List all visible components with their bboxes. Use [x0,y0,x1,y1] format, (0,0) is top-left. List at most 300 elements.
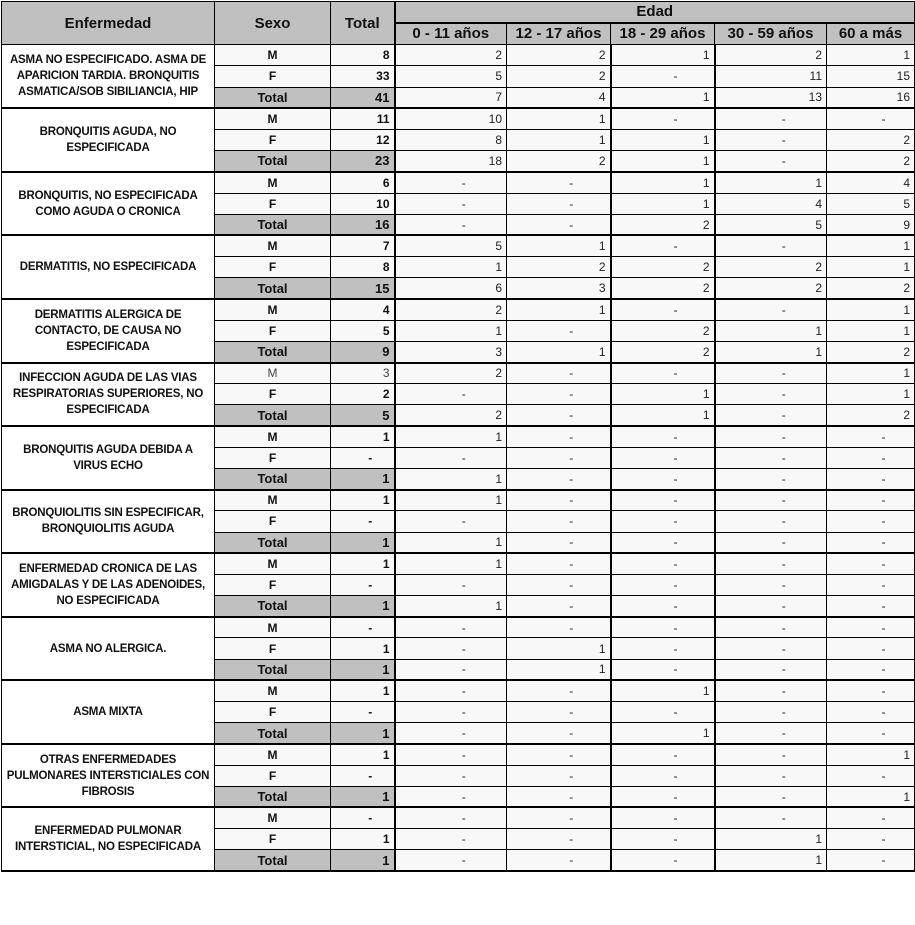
cell-age-60-plus: - [827,702,915,723]
disease-name: INFECCION AGUDA DE LAS VIAS RESPIRATORIAS SUPERIORES, NO ESPECIFICADA [2,363,215,427]
cell-age-0-11: 8 [395,129,507,150]
cell-age-30-59: - [715,235,827,256]
sex-total-label: Total [215,468,331,489]
sex-total-label: Total [215,532,331,553]
cell-age-30-59: - [715,405,827,426]
sex-label: M [215,363,331,384]
sex-label: F [215,129,331,150]
sex-label: M [215,617,331,638]
cell-age-60-plus: - [827,807,915,828]
cell-age-18-29: - [611,786,715,807]
cell-age-12-17: - [507,574,611,595]
sex-label: F [215,511,331,532]
cell-age-18-29: 1 [611,384,715,405]
cell-age-18-29: - [611,617,715,638]
row-total: 1 [331,829,395,850]
row-total: 1 [331,659,395,680]
disease-name: ENFERMEDAD PULMONAR INTERSTICIAL, NO ESPECIFICADA [2,807,215,871]
cell-age-60-plus: 9 [827,214,915,235]
cell-age-60-plus: - [827,468,915,489]
cell-age-30-59: - [715,786,827,807]
cell-age-18-29: - [611,574,715,595]
cell-age-30-59: 1 [715,172,827,193]
sex-label: M [215,108,331,129]
cell-age-12-17: 1 [507,299,611,320]
cell-age-18-29: 2 [611,278,715,299]
cell-age-0-11: 3 [395,341,507,362]
cell-age-0-11: 6 [395,278,507,299]
cell-age-18-29: 2 [611,214,715,235]
cell-age-30-59: - [715,299,827,320]
header-total: Total [331,2,395,45]
cell-age-60-plus: - [827,680,915,701]
row-total: 10 [331,193,395,214]
sex-label: F [215,574,331,595]
morbidity-table [1,1,915,872]
disease-name: BRONQUITIS AGUDA, NO ESPECIFICADA [2,108,215,172]
cell-age-18-29: 1 [611,45,715,66]
sex-total-label: Total [215,850,331,871]
cell-age-0-11: - [395,638,507,659]
disease-name: ASMA MIXTA [2,680,215,744]
table-row [2,807,915,828]
cell-age-18-29: 1 [611,172,715,193]
cell-age-60-plus: - [827,490,915,511]
sex-label: M [215,553,331,574]
cell-age-12-17: 2 [507,257,611,278]
cell-age-60-plus: - [827,723,915,744]
cell-age-0-11: 18 [395,151,507,172]
cell-age-60-plus: 2 [827,278,915,299]
cell-age-60-plus: 15 [827,66,915,87]
cell-age-18-29: 2 [611,341,715,362]
cell-age-12-17: - [507,193,611,214]
table-row [2,617,915,638]
cell-age-30-59: - [715,363,827,384]
cell-age-30-59: - [715,659,827,680]
cell-age-60-plus: - [827,617,915,638]
cell-age-18-29: - [611,66,715,87]
cell-age-0-11: - [395,659,507,680]
cell-age-60-plus: - [827,532,915,553]
sex-label: M [215,744,331,765]
row-total: 1 [331,468,395,489]
row-total: 1 [331,490,395,511]
cell-age-30-59: - [715,723,827,744]
cell-age-30-59: - [715,468,827,489]
cell-age-30-59: - [715,511,827,532]
cell-age-60-plus: 2 [827,151,915,172]
cell-age-60-plus: - [827,829,915,850]
row-total: 1 [331,786,395,807]
cell-age-30-59: - [715,596,827,617]
row-total: 1 [331,553,395,574]
cell-age-12-17: 2 [507,151,611,172]
table-row [2,172,915,193]
sex-total-label: Total [215,596,331,617]
cell-age-12-17: 1 [507,108,611,129]
cell-age-30-59: - [715,702,827,723]
cell-age-30-59: 5 [715,214,827,235]
table-row [2,490,915,511]
sex-total-label: Total [215,786,331,807]
cell-age-12-17: - [507,405,611,426]
cell-age-12-17: - [507,596,611,617]
row-total: 15 [331,278,395,299]
cell-age-18-29: - [611,108,715,129]
cell-age-12-17: - [507,807,611,828]
cell-age-30-59: - [715,108,827,129]
row-total: 4 [331,299,395,320]
row-total: 23 [331,151,395,172]
table-row [2,553,915,574]
cell-age-12-17: 1 [507,638,611,659]
row-total: 5 [331,405,395,426]
cell-age-18-29: - [611,765,715,786]
cell-age-12-17: - [507,511,611,532]
row-total: 6 [331,172,395,193]
header-disease: Enfermedad [2,2,215,45]
sex-label: F [215,320,331,341]
disease-name: ASMA NO ALERGICA. [2,617,215,681]
cell-age-0-11: - [395,617,507,638]
cell-age-18-29: 2 [611,257,715,278]
cell-age-12-17: - [507,829,611,850]
sex-total-label: Total [215,278,331,299]
header-age-12-17: 12 - 17 años [507,23,611,45]
sex-label: M [215,680,331,701]
cell-age-0-11: 2 [395,363,507,384]
row-total: 2 [331,384,395,405]
cell-age-60-plus: - [827,638,915,659]
header-age-60-plus: 60 a más [827,23,915,45]
sex-total-label: Total [215,405,331,426]
sex-label: F [215,447,331,468]
cell-age-0-11: - [395,723,507,744]
table-row [2,744,915,765]
cell-age-60-plus: 16 [827,87,915,108]
cell-age-0-11: 1 [395,532,507,553]
sex-label: M [215,807,331,828]
cell-age-60-plus: 2 [827,405,915,426]
row-total: 1 [331,638,395,659]
disease-name: OTRAS ENFERMEDADES PULMONARES INTERSTICIALES CON FIBROSIS [2,744,215,808]
sex-label: M [215,426,331,447]
table-row [2,426,915,447]
cell-age-30-59: - [715,532,827,553]
cell-age-30-59: - [715,765,827,786]
cell-age-60-plus: - [827,553,915,574]
cell-age-0-11: - [395,850,507,871]
cell-age-12-17: 1 [507,341,611,362]
cell-age-18-29: - [611,659,715,680]
cell-age-0-11: - [395,807,507,828]
cell-age-12-17: - [507,553,611,574]
cell-age-0-11: 1 [395,426,507,447]
cell-age-60-plus: 1 [827,786,915,807]
sex-label: M [215,235,331,256]
cell-age-30-59: - [715,151,827,172]
cell-age-12-17: 4 [507,87,611,108]
row-total: - [331,447,395,468]
cell-age-30-59: 1 [715,341,827,362]
cell-age-30-59: - [715,447,827,468]
cell-age-30-59: - [715,129,827,150]
cell-age-60-plus: 1 [827,299,915,320]
cell-age-60-plus: 4 [827,172,915,193]
header-age-18-29: 18 - 29 años [611,23,715,45]
cell-age-30-59: 11 [715,66,827,87]
cell-age-12-17: - [507,214,611,235]
table-body [2,45,915,871]
cell-age-0-11: - [395,829,507,850]
sex-label: F [215,638,331,659]
row-total: 7 [331,235,395,256]
table-row [2,299,915,320]
table-row [2,45,915,66]
cell-age-18-29: 1 [611,129,715,150]
row-total: - [331,765,395,786]
disease-name: BRONQUIOLITIS SIN ESPECIFICAR, BRONQUIOLITIS AGUDA [2,490,215,554]
row-total: 9 [331,341,395,362]
cell-age-12-17: - [507,723,611,744]
cell-age-30-59: 13 [715,87,827,108]
sex-label: M [215,299,331,320]
disease-name: ENFERMEDAD CRONICA DE LAS AMIGDALAS Y DE LAS ADENOIDES, NO ESPECIFICADA [2,553,215,617]
cell-age-12-17: - [507,850,611,871]
row-total: - [331,617,395,638]
cell-age-12-17: - [507,320,611,341]
cell-age-0-11: - [395,384,507,405]
cell-age-18-29: 2 [611,320,715,341]
cell-age-12-17: - [507,744,611,765]
cell-age-60-plus: - [827,426,915,447]
cell-age-30-59: - [715,617,827,638]
cell-age-60-plus: 1 [827,363,915,384]
cell-age-18-29: - [611,490,715,511]
sex-total-label: Total [215,341,331,362]
cell-age-18-29: - [611,468,715,489]
sex-label: F [215,765,331,786]
cell-age-0-11: 2 [395,299,507,320]
cell-age-12-17: - [507,426,611,447]
row-total: 41 [331,87,395,108]
cell-age-12-17: - [507,786,611,807]
cell-age-60-plus: 1 [827,45,915,66]
cell-age-18-29: - [611,744,715,765]
row-total: 1 [331,850,395,871]
cell-age-60-plus: - [827,108,915,129]
cell-age-60-plus: 5 [827,193,915,214]
cell-age-12-17: 2 [507,45,611,66]
cell-age-18-29: - [611,299,715,320]
cell-age-12-17: - [507,532,611,553]
cell-age-30-59: - [715,384,827,405]
cell-age-30-59: 1 [715,850,827,871]
cell-age-0-11: 1 [395,596,507,617]
cell-age-12-17: - [507,384,611,405]
cell-age-18-29: - [611,532,715,553]
row-total: 5 [331,320,395,341]
cell-age-0-11: - [395,511,507,532]
row-total: 16 [331,214,395,235]
cell-age-12-17: 1 [507,129,611,150]
cell-age-60-plus: 2 [827,341,915,362]
cell-age-30-59: - [715,574,827,595]
cell-age-0-11: - [395,765,507,786]
cell-age-0-11: 5 [395,235,507,256]
cell-age-12-17: - [507,490,611,511]
row-total: 1 [331,680,395,701]
cell-age-60-plus: - [827,574,915,595]
cell-age-0-11: 2 [395,405,507,426]
cell-age-18-29: - [611,426,715,447]
cell-age-18-29: - [611,829,715,850]
cell-age-30-59: - [715,744,827,765]
cell-age-18-29: - [611,702,715,723]
cell-age-60-plus: - [827,511,915,532]
row-total: 8 [331,257,395,278]
cell-age-12-17: - [507,447,611,468]
cell-age-12-17: 1 [507,235,611,256]
row-total: - [331,574,395,595]
cell-age-30-59: - [715,553,827,574]
cell-age-12-17: - [507,468,611,489]
row-total: 1 [331,744,395,765]
disease-name: ASMA NO ESPECIFICADO. ASMA DE APARICION TARDIA. BRONQUITIS ASMATICA/SOB SIBILIANCIA, HIP [2,45,215,109]
cell-age-0-11: - [395,680,507,701]
cell-age-0-11: 1 [395,490,507,511]
cell-age-0-11: - [395,786,507,807]
cell-age-18-29: - [611,235,715,256]
table-row [2,108,915,129]
cell-age-0-11: 1 [395,320,507,341]
sex-label: F [215,193,331,214]
cell-age-18-29: - [611,363,715,384]
cell-age-18-29: 1 [611,87,715,108]
sex-label: M [215,45,331,66]
table-row [2,680,915,701]
cell-age-18-29: - [611,638,715,659]
cell-age-0-11: 7 [395,87,507,108]
cell-age-18-29: - [611,553,715,574]
sex-label: F [215,829,331,850]
cell-age-30-59: 1 [715,829,827,850]
cell-age-60-plus: 1 [827,257,915,278]
row-total: 12 [331,129,395,150]
cell-age-30-59: 2 [715,257,827,278]
row-total: - [331,511,395,532]
disease-name: BRONQUITIS, NO ESPECIFICADA COMO AGUDA O CRONICA [2,172,215,236]
cell-age-0-11: 2 [395,45,507,66]
cell-age-60-plus: - [827,765,915,786]
cell-age-0-11: 10 [395,108,507,129]
sex-label: M [215,172,331,193]
cell-age-60-plus: 2 [827,129,915,150]
header-age-30-59: 30 - 59 años [715,23,827,45]
cell-age-60-plus: - [827,659,915,680]
cell-age-0-11: 5 [395,66,507,87]
sex-label: F [215,257,331,278]
cell-age-12-17: - [507,172,611,193]
cell-age-30-59: - [715,807,827,828]
row-total: 3 [331,363,395,384]
cell-age-30-59: - [715,680,827,701]
disease-name: BRONQUITIS AGUDA DEBIDA A VIRUS ECHO [2,426,215,490]
cell-age-18-29: 1 [611,405,715,426]
cell-age-60-plus: - [827,447,915,468]
row-total: 1 [331,723,395,744]
cell-age-30-59: 2 [715,278,827,299]
cell-age-18-29: - [611,511,715,532]
header-row-top [2,2,915,23]
cell-age-12-17: - [507,617,611,638]
cell-age-0-11: - [395,214,507,235]
cell-age-18-29: - [611,850,715,871]
cell-age-18-29: 1 [611,151,715,172]
row-total: - [331,702,395,723]
header-sex: Sexo [215,2,331,45]
sex-label: M [215,490,331,511]
cell-age-60-plus: - [827,596,915,617]
cell-age-60-plus: 1 [827,744,915,765]
cell-age-0-11: - [395,193,507,214]
cell-age-12-17: - [507,363,611,384]
cell-age-18-29: - [611,596,715,617]
sex-label: F [215,66,331,87]
table-row [2,235,915,256]
sex-label: F [215,702,331,723]
sex-total-label: Total [215,151,331,172]
cell-age-12-17: 3 [507,278,611,299]
sex-total-label: Total [215,87,331,108]
cell-age-0-11: 1 [395,257,507,278]
cell-age-12-17: 1 [507,659,611,680]
cell-age-18-29: 1 [611,723,715,744]
cell-age-0-11: - [395,702,507,723]
cell-age-0-11: 1 [395,468,507,489]
cell-age-0-11: - [395,172,507,193]
disease-name: DERMATITIS ALERGICA DE CONTACTO, DE CAUSA NO ESPECIFICADA [2,299,215,363]
cell-age-60-plus: 1 [827,320,915,341]
sex-total-label: Total [215,214,331,235]
sex-total-label: Total [215,659,331,680]
cell-age-18-29: - [611,447,715,468]
cell-age-30-59: 2 [715,45,827,66]
sex-total-label: Total [215,723,331,744]
cell-age-18-29: - [611,807,715,828]
sex-label: F [215,384,331,405]
cell-age-12-17: - [507,765,611,786]
cell-age-30-59: - [715,426,827,447]
cell-age-30-59: - [715,638,827,659]
cell-age-60-plus: - [827,850,915,871]
row-total: 11 [331,108,395,129]
cell-age-0-11: - [395,744,507,765]
header-age-group: Edad [395,2,915,23]
cell-age-18-29: 1 [611,680,715,701]
cell-age-12-17: - [507,680,611,701]
cell-age-18-29: 1 [611,193,715,214]
header-age-0-11: 0 - 11 años [395,23,507,45]
disease-name: DERMATITIS, NO ESPECIFICADA [2,235,215,299]
cell-age-60-plus: 1 [827,235,915,256]
cell-age-30-59: 1 [715,320,827,341]
row-total: 1 [331,532,395,553]
cell-age-0-11: 1 [395,553,507,574]
cell-age-0-11: - [395,574,507,595]
cell-age-12-17: 2 [507,66,611,87]
